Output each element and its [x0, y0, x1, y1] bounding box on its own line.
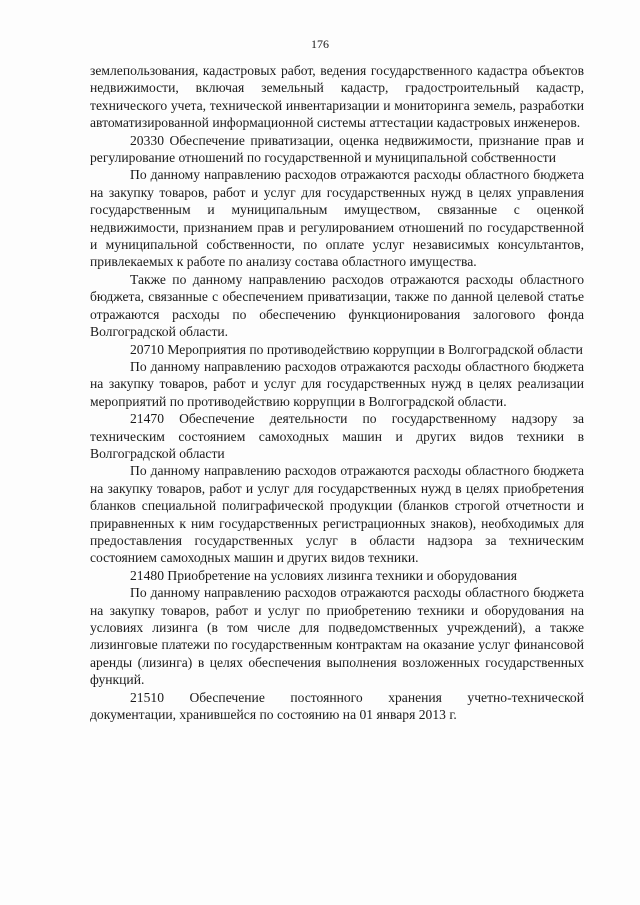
section-heading: 21470 Обеспечение деятельности по государственному надзору за техническим состоянием самоходных машин и других видов техники в Волгоградской области [90, 411, 584, 461]
paragraph: По данному направлению расходов отражаются расходы областного бюджета на закупку товаров, работ и услуг по приобретению техники и оборудования на условиях лизинга (в том числе для подведомственных учреждений), а также лизинговые платежи по государственным контрактам на оказание услуг финансовой аренды (лизинга) в целях обеспечения выполнения возложенных государственных функций. [90, 585, 584, 688]
paragraph: По данному направлению расходов отражаются расходы областного бюджета на закупку товаров, работ и услуг для государственных нужд в целях приобретения бланков специальной полиграфической продукции (бланков строгой отчетности и приравненных к ним государственных регистрационных знаков), необходимых для предоставления государственных услуг в области надзора за техническим состоянием самоходных машин и других видов техники. [90, 463, 584, 566]
document-body [90, 62, 584, 723]
section-heading: 21510 Обеспечение постоянного хранения учетно-технической документации, хранившейся по состоянию на 01 января 2013 г. [90, 689, 584, 723]
paragraph: землепользования, кадастровых работ, ведения государственного кадастра объектов недвижимости, включая земельный кадастр, градостроительный кадастр, технического учета, технической инвентаризации и мониторинга земель, разработки автоматизированной информационной системы аттестации кадастровых инженеров. [90, 63, 584, 131]
page-number: 176 [311, 37, 329, 51]
section-heading: 20330 Обеспечение приватизации, оценка недвижимости, признание прав и регулирование отношений по государственной и муниципальной собственности [90, 132, 584, 166]
paragraph: По данному направлению расходов отражаются расходы областного бюджета на закупку товаров, работ и услуг для государственных нужд в целях управления государственным и муниципальным имуществом, связанные с оценкой недвижимости, признанием прав и регулированием отношений по государственной и муниципальной собственности, по оплате услуг независимых консультантов, привлекаемых к работе по анализу состава областного имущества. [90, 167, 584, 270]
section-heading: 21480 Приобретение на условиях лизинга техники и оборудования [130, 567, 517, 583]
paragraph: По данному направлению расходов отражаются расходы областного бюджета на закупку товаров, работ и услуг для государственных нужд в целях реализации мероприятий по противодействию коррупции в Волгоградской области. [90, 358, 584, 409]
paragraph: Также по данному направлению расходов отражаются расходы областного бюджета, связанные с обеспечением приватизации, также по данной целевой статье отражаются расходы по обеспечению функционирования залогового фонда Волгоградской области. [90, 271, 584, 340]
section-heading: 20710 Мероприятия по противодействию коррупции в Волгоградской области [130, 341, 583, 357]
